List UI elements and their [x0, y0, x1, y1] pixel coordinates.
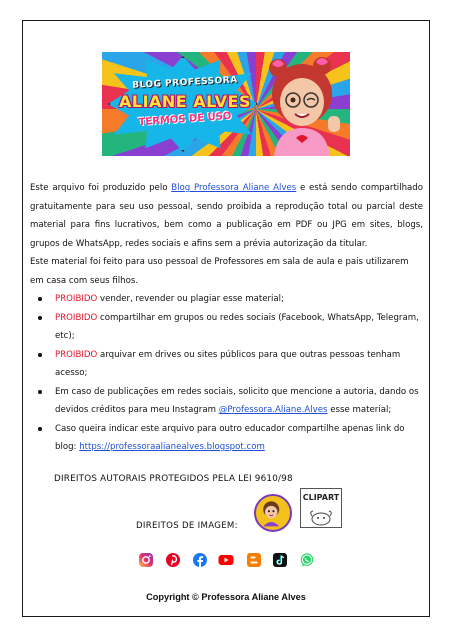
blog-link[interactable]: Blog Professora Aliane Alves [171, 183, 297, 193]
youtube-icon[interactable] [218, 552, 234, 568]
prohibited-label: PROIBIDO [55, 294, 98, 304]
intro-text-rest: e está sendo compartilhado gratuitamente para seu uso pessoal, sendo proibida a reprodução total ou parcial deste material para fins lucrativos, bem como a publicação em PDF ou JPG em sites, blogs, grupos de WhatsApp, redes sociais e afins sem a prévia autorização da titular. [30, 183, 424, 249]
prohibited-label: PROIBIDO [55, 312, 98, 323]
intro-text-start: Este arquivo foi produzido pelo [30, 183, 172, 193]
list-item [30, 309, 423, 346]
banner-author-name: ALIANE ALVES [118, 92, 251, 111]
rule-text: Caso queira indicar este arquivo para outro educador compartilhe apenas link do blog: [55, 423, 405, 452]
image-credits-label: DIREITOS DE IMAGEM: [136, 521, 238, 531]
instagram-link[interactable]: @Professora.Aliane.Alves [218, 405, 328, 415]
social-links-row [136, 552, 326, 570]
prohibited-label: PROIBIDO [55, 349, 98, 360]
copyright-law-notice: DIREITOS AUTORAIS PROTEGIDOS PELA LEI 9610/98 [54, 474, 293, 484]
character-logo-icon [256, 496, 290, 530]
list-item [30, 290, 423, 309]
list-item [30, 346, 423, 383]
list-item [30, 420, 423, 457]
rule-text: esse material; [327, 405, 392, 415]
header-banner [102, 52, 350, 156]
whatsapp-icon[interactable] [299, 552, 315, 568]
credit-logo-clipart [300, 488, 342, 528]
blogger-icon[interactable] [246, 552, 262, 568]
instagram-icon[interactable] [138, 552, 154, 568]
banner-terms-label: TERMOS DE USO [138, 110, 232, 129]
blog-url-link[interactable]: https://professoraalianealves.blogspot.com [79, 442, 265, 452]
clipart-dog-icon [301, 489, 343, 529]
copyright-footer: Copyright © Professora Aliane Alves [146, 592, 306, 602]
list-item [30, 383, 423, 420]
facebook-icon[interactable] [192, 552, 208, 568]
rules-list [30, 290, 423, 457]
teacher-avatar-illustration [252, 54, 348, 156]
clipart-logo-text: CLIPART [302, 493, 340, 502]
credit-logo-illustrator [254, 494, 292, 532]
usage-paragraph: Este material foi feito para uso pessoal de Professores em sala de aula e pais utilizarem em casa com seus filhos. [30, 257, 409, 286]
rule-text: Em caso de publicações em redes sociais, solicito que mencione a autoria, dando os devidos créditos para meu Instagram [55, 386, 419, 415]
rule-text: arquivar em drives ou sites públicos para que outras pessoas tenham acesso; [55, 349, 401, 378]
pinterest-icon[interactable] [165, 552, 181, 568]
rule-text: compartilhar em grupos ou redes sociais (Facebook, WhatsApp, Telegram, etc); [55, 312, 419, 341]
banner-blog-label: BLOG PROFESSORA [132, 75, 238, 91]
rule-text: vender, revender ou plagiar esse material; [97, 294, 284, 304]
terms-text [30, 179, 423, 457]
tiktok-icon[interactable] [272, 552, 288, 568]
intro-paragraph [30, 179, 423, 253]
